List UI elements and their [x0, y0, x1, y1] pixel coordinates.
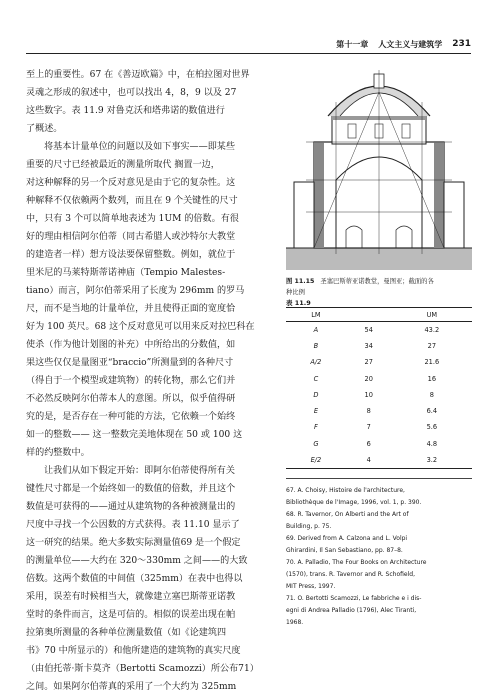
footnote-line: (1570), trans. R. Tavernor and R. Schofield, — [286, 571, 415, 578]
figure-caption-line1: 圣塞巴斯蒂亚诺教堂，曼图亚；截面的各 — [320, 278, 434, 285]
body-line: （得自于一个模型或建筑物）的转化物，那么它们并 — [26, 376, 236, 386]
table-cell-label: G — [313, 439, 319, 448]
body-line: 究的是，是否存在一种可能的方法，它依赖一个始终 — [26, 412, 236, 422]
body-text-column — [26, 66, 280, 696]
table-cell-lm: 54 — [364, 325, 373, 334]
body-line: 让我们从如下假定开始：即阿尔伯蒂使得所有关 — [44, 466, 235, 476]
body-line: 种解释不仅依赖两个数列，而且在 9 个关键性的尺寸 — [26, 196, 238, 206]
table-cell-um: 6.4 — [426, 407, 438, 416]
church-section-figure — [286, 62, 472, 270]
table-cell-um: 27 — [427, 341, 437, 350]
body-line: tiano）而言，阿尔伯蒂采用了长度为 296mm 的罗马 — [26, 286, 245, 296]
table-row — [286, 338, 472, 354]
footnote-line: 70. A. Palladio, The Four Books on Architecture — [286, 559, 427, 566]
table-cell-um: 5.6 — [426, 423, 438, 432]
footnotes — [286, 478, 472, 629]
table-cell-um: 3.2 — [392, 452, 472, 468]
chapter-label: 第十一章 — [336, 39, 369, 49]
chapter-title: 人文主义与建筑学 — [378, 39, 443, 49]
body-line: 倍数。这两个数值的中间值（325mm）在表中也得以 — [26, 574, 243, 584]
church-section-drawing — [286, 62, 472, 270]
table-cell-um: 4.8 — [426, 439, 438, 448]
body-line: 里米尼的马莱特斯蒂诺神庙（Tempio Malestes- — [26, 268, 226, 278]
footnote-line: Building, p. 75. — [286, 523, 332, 530]
body-line: 尺，而不是当地的计量单位，并且使得正面的宽度恰 — [26, 304, 236, 314]
body-line: 中，只有 3 个可以简单地表述为 1UM 的倍数。有很 — [26, 214, 239, 224]
footnote-line: 68. R. Tavernor, On Alberti and the Art of — [286, 511, 409, 518]
table-cell-lm: 4 — [346, 452, 392, 468]
body-line: 堂时的条件而言，这是可信的。相似的误差出现在帕 — [26, 610, 236, 620]
body-line: 不必然反映阿尔伯蒂本人的意图。所以，似乎值得研 — [26, 394, 236, 404]
footnote-line: 1968. — [286, 619, 304, 626]
table-cell-label: F — [314, 423, 318, 432]
body-line: 样的约整数中。 — [26, 448, 90, 458]
table-cell-lm: 27 — [364, 358, 373, 367]
table-row — [286, 419, 472, 435]
body-line: （由伯托蒂·斯卡莫齐（Bertotti Scamozzi）所公布71） — [26, 664, 259, 674]
body-line: 数值是可获得的——通过从建筑物的各种被测量出的 — [26, 502, 236, 512]
figure-caption — [286, 276, 472, 298]
table-row — [286, 370, 472, 386]
body-line: 好为 100 英尺。68 这个反对意见可以用来反对拉巴科在 — [26, 322, 255, 332]
page-number: 231 — [452, 39, 471, 49]
footnote-line: Bibliothèque de l'Image, 1996, vol. 1, p. 390. — [286, 499, 422, 506]
body-line: 重要的尺寸已经被最近的测量所取代 搁置一边， — [26, 160, 220, 170]
body-line: 了概述。 — [26, 124, 63, 134]
table-row — [286, 436, 472, 452]
body-line: 采用，误差有时候相当大，就像建立塞巴斯蒂亚诺教 — [26, 592, 236, 602]
footnote-line: Ghirardini, Il San Sebastiano, pp. 87–8. — [286, 547, 403, 554]
table-cell-lm: 8 — [366, 407, 371, 416]
body-line: 至上的重要性。67 在《善迈欧篇》中，在柏拉图对世界 — [26, 70, 250, 80]
table-cell-lm: 6 — [366, 439, 371, 448]
table-row — [286, 387, 472, 403]
body-line: 拉第奥所测量的各种单位测量数值（如《论建筑四 — [26, 628, 227, 638]
table-cell-lm: 7 — [366, 423, 371, 432]
body-line: 果这些仅仅是量图亚“braccio”所测量到的各种尺寸 — [26, 358, 234, 368]
table-cell-lm: 10 — [364, 390, 373, 399]
figure-caption-line2: 种比例 — [286, 289, 305, 296]
table-cell-um: 16 — [427, 374, 437, 383]
body-line: 之间。如果阿尔伯蒂真的采用了一个大约为 325mm — [26, 682, 237, 692]
footnote-line: 71. O. Bertotti Scamozzi, Le fabbriche e i dis- — [286, 595, 422, 602]
table-cell-label: E — [313, 407, 318, 416]
table-row — [286, 322, 472, 338]
table-cell-lm: 34 — [364, 341, 373, 350]
table-cell-label: C — [313, 374, 319, 383]
body-line: 键性尺寸都是一个始终如一的数值的倍数，并且这个 — [26, 484, 236, 494]
body-line: 对这种解释的另一个反对意见是由于它的复杂性。这 — [26, 178, 236, 188]
body-line: 将基本计量单位的问题以及如下事实——即某些 — [44, 142, 235, 152]
table-cell-um: 21.6 — [424, 358, 440, 367]
table-cell-label: D — [313, 390, 319, 399]
body-line: 灵魂之形成的叙述中，也可以找出 4，8，9 以及 27 — [26, 88, 237, 98]
table-cell-um: 8 — [429, 390, 434, 399]
table-cell-lm: 20 — [364, 374, 373, 383]
body-line: 这些数字。表 11.9 对鲁克沃和塔弗诺的数值进行 — [26, 106, 225, 116]
table-title: 表 11.9 — [286, 299, 311, 307]
footnote-line: egni di Andrea Palladio (1796), Alec Tiranti, — [286, 607, 417, 614]
table-row — [286, 354, 472, 370]
table-cell-label: A/2 — [310, 358, 322, 367]
body-line: 好的理由相信阿尔伯蒂（同古希腊人或沙特尔大教堂 — [26, 232, 236, 242]
footnote-line: 67. A. Choisy, Histoire de l'architecture, — [286, 487, 405, 494]
table-header-um: UM — [392, 308, 472, 322]
body-line: 这一研究的结果。绝大多数实际测量值69 是一个假定 — [26, 538, 241, 548]
table-cell-um: 43.2 — [424, 325, 440, 334]
table-row — [286, 403, 472, 419]
footnote-line: 69. Derived from A. Calzona and L. Volpi — [286, 535, 408, 542]
table-header-spacer — [346, 308, 392, 322]
table-row — [286, 452, 472, 468]
body-line: 使杀（作为他计划图的补充）中所给出的分数值，如 — [26, 340, 236, 350]
footnote-line: MIT Press, 1997. — [286, 583, 336, 590]
table-header-lm: LM — [286, 308, 346, 322]
running-header — [26, 38, 471, 54]
table-cell-label: E/2 — [286, 452, 346, 468]
measurement-table — [286, 307, 472, 469]
figure-label: 图 11.15 — [286, 278, 315, 285]
body-line: 如一的整数—— 这一整数完美地体现在 50 或 100 这 — [26, 430, 243, 440]
table-header-row — [286, 308, 472, 322]
body-line: 尺度中寻找一个公因数的方式获得。表 11.10 显示了 — [26, 520, 240, 530]
table-cell-label: A — [313, 325, 319, 334]
body-line: 的测量单位——大约在 320～330mm 之间——的大致 — [26, 556, 248, 566]
body-line: 的建造者一样）想方设法要保留整数。例如，就位于 — [26, 250, 236, 260]
body-line: 书》70 中所显示的）和他所建造的建筑物的真实尺度 — [26, 646, 241, 656]
table-cell-label: B — [313, 341, 319, 350]
